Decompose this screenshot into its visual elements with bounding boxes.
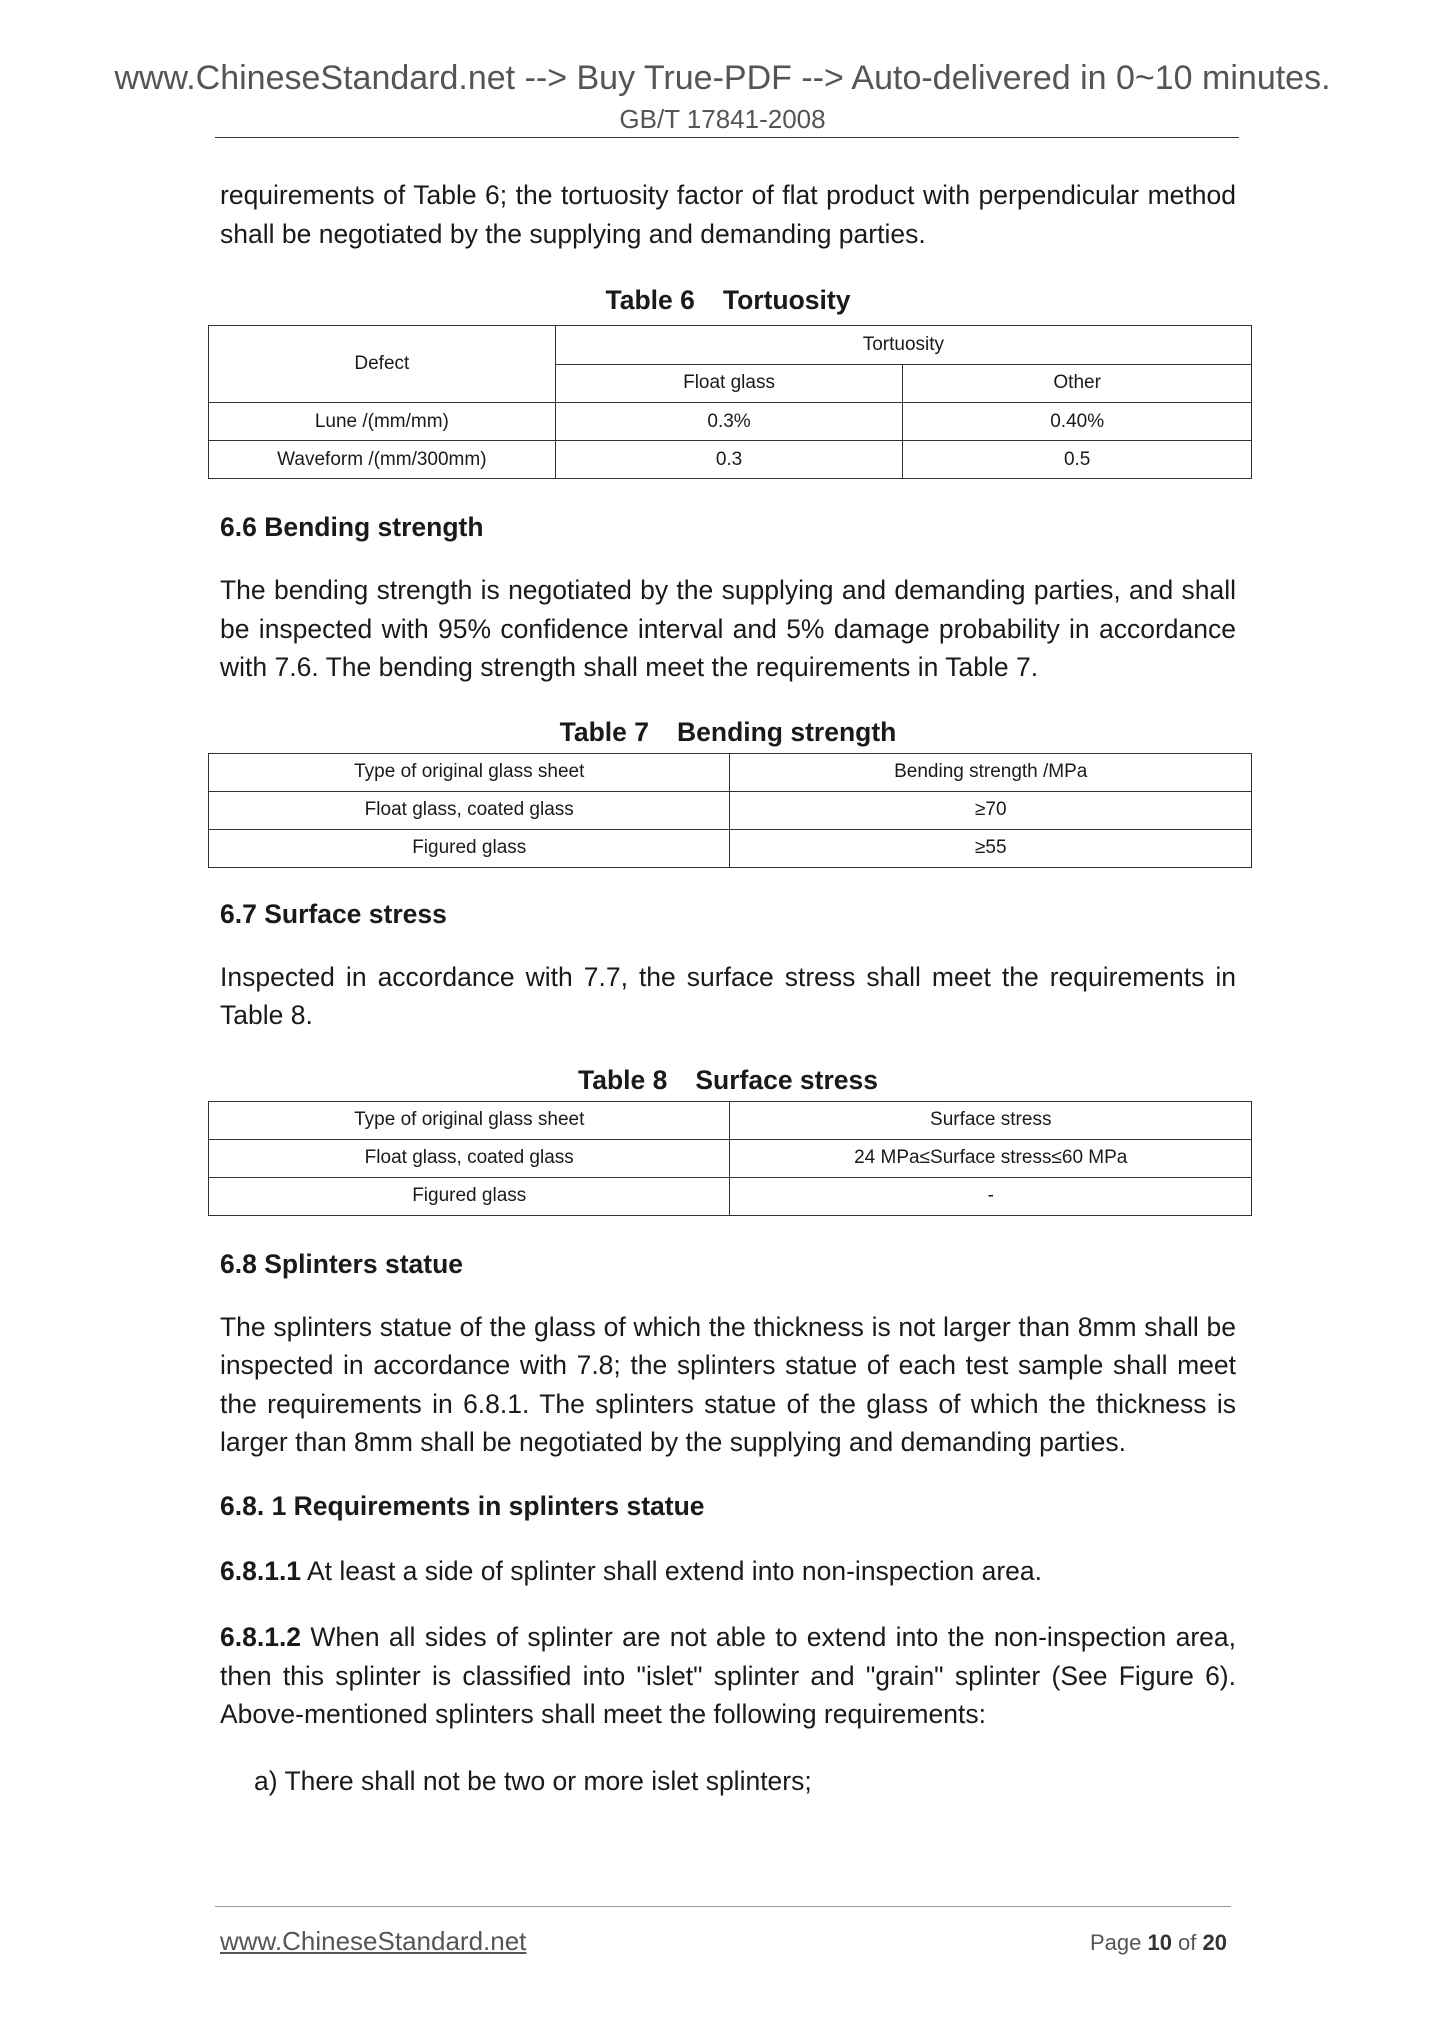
table6-header-defect: Defect	[209, 326, 556, 403]
table-cell: 0.3%	[555, 403, 903, 441]
table-row	[209, 829, 1252, 867]
table-cell: 0.5	[903, 441, 1252, 479]
table-cell: -	[730, 1177, 1252, 1215]
table6-number: Table 6	[605, 285, 695, 315]
table7-caption	[220, 715, 1236, 749]
table6-header-tortuosity: Tortuosity	[555, 326, 1251, 365]
table-header-cell: Bending strength /MPa	[730, 753, 1252, 791]
table6-title: Tortuosity	[722, 285, 851, 315]
table-header-row	[209, 753, 1252, 791]
section-6-6-body: The bending strength is negotiated by the supplying and demanding parties, and shall be inspected with 95% confidence interval and 5% damage probability in accordance with 7.6. The bending strength shall meet the requirements in Table 7.	[220, 575, 1236, 682]
page-content	[220, 176, 1236, 1800]
table-row	[209, 441, 1252, 479]
table8-surface-stress	[208, 1101, 1252, 1216]
table-row	[209, 1177, 1252, 1215]
clause-number: 6.8.1.1	[220, 1555, 302, 1586]
header-divider	[215, 137, 1239, 138]
table-row	[209, 403, 1252, 441]
table6-header-other: Other	[903, 364, 1252, 403]
page-label: Page	[1089, 1930, 1148, 1955]
table-cell: 0.3	[555, 441, 903, 479]
table-header-cell: Type of original glass sheet	[209, 1101, 730, 1139]
table-row	[209, 791, 1252, 829]
table7-bending-strength	[208, 753, 1252, 868]
table8-caption	[220, 1063, 1236, 1097]
table7-number: Table 7	[559, 716, 649, 747]
section-6-7-body: Inspected in accordance with 7.7, the surface stress shall meet the requirements in Table 8.	[220, 961, 1236, 1030]
section-6-8-body: The splinters statue of the glass of which the thickness is not larger than 8mm shall be inspected in accordance with 7.8; the splinters statue of each test sample shall meet the requirements in 6.8.1. The splinters statue of the glass of which the thickness is larger than 8mm shall be negotiated by the supplying and demanding parties.	[220, 1311, 1236, 1457]
table-cell: Figured glass	[209, 829, 730, 867]
table6-caption	[220, 283, 1236, 317]
standard-number: GB/T 17841-2008	[619, 104, 826, 134]
table8-number: Table 8	[577, 1064, 668, 1095]
footer-link[interactable]: www.ChineseStandard.net	[220, 1926, 527, 1956]
section-6-7-heading: 6.7 Surface stress	[220, 898, 447, 929]
clause-text: When all sides of splinter are not able to extend into the non-inspection area, then this splinter is classified into "islet" splinter and "grain" splinter (See Figure 6). Above-mentioned splinters shall meet the following requirements:	[220, 1622, 1236, 1729]
section-6-6-heading: 6.6 Bending strength	[220, 512, 484, 542]
table-cell: ≥70	[730, 791, 1252, 829]
section-6-8-heading: 6.8 Splinters statue	[220, 1248, 464, 1279]
intro-paragraph: requirements of Table 6; the tortuosity factor of flat product with perpendicular method shall be negotiated by the supplying and demanding parties.	[220, 180, 1236, 249]
table-cell: Waveform /(mm/300mm)	[209, 441, 556, 479]
table-cell: Lune /(mm/mm)	[209, 403, 556, 441]
table-cell: Figured glass	[209, 1177, 730, 1215]
table-cell: Float glass, coated glass	[209, 1139, 730, 1177]
table-cell: 0.40%	[903, 403, 1252, 441]
table6-header-float: Float glass	[555, 364, 903, 403]
table-cell: ≥55	[730, 829, 1252, 867]
page-total: 20	[1202, 1930, 1227, 1955]
table7-title: Bending strength	[677, 716, 897, 747]
clause-text: At least a side of splinter shall extend into non-inspection area.	[301, 1555, 1043, 1586]
table-row	[209, 1139, 1252, 1177]
table-header-row	[209, 1101, 1252, 1139]
page-of: of	[1171, 1930, 1203, 1955]
clause-6-8-1-1	[220, 1552, 1236, 1591]
page-current: 10	[1147, 1930, 1172, 1955]
table-header-cell: Surface stress	[730, 1101, 1252, 1139]
header-banner: www.ChineseStandard.net --> Buy True-PDF --> Auto-delivered in 0~10 minutes.	[114, 59, 1331, 97]
table6-tortuosity	[208, 325, 1252, 479]
clause-number: 6.8.1.2	[220, 1622, 302, 1652]
table-cell: Float glass, coated glass	[209, 791, 730, 829]
section-6-8-1-heading: 6.8. 1 Requirements in splinters statue	[220, 1490, 705, 1521]
footer-divider	[215, 1906, 1231, 1907]
page-indicator	[1090, 1930, 1227, 1956]
table-header-cell: Type of original glass sheet	[209, 753, 730, 791]
clause-6-8-1-2	[220, 1618, 1236, 1734]
list-item: a) There shall not be two or more islet splinters;	[254, 1765, 812, 1796]
table-cell: 24 MPa≤Surface stress≤60 MPa	[730, 1139, 1252, 1177]
table8-title: Surface stress	[695, 1064, 879, 1095]
